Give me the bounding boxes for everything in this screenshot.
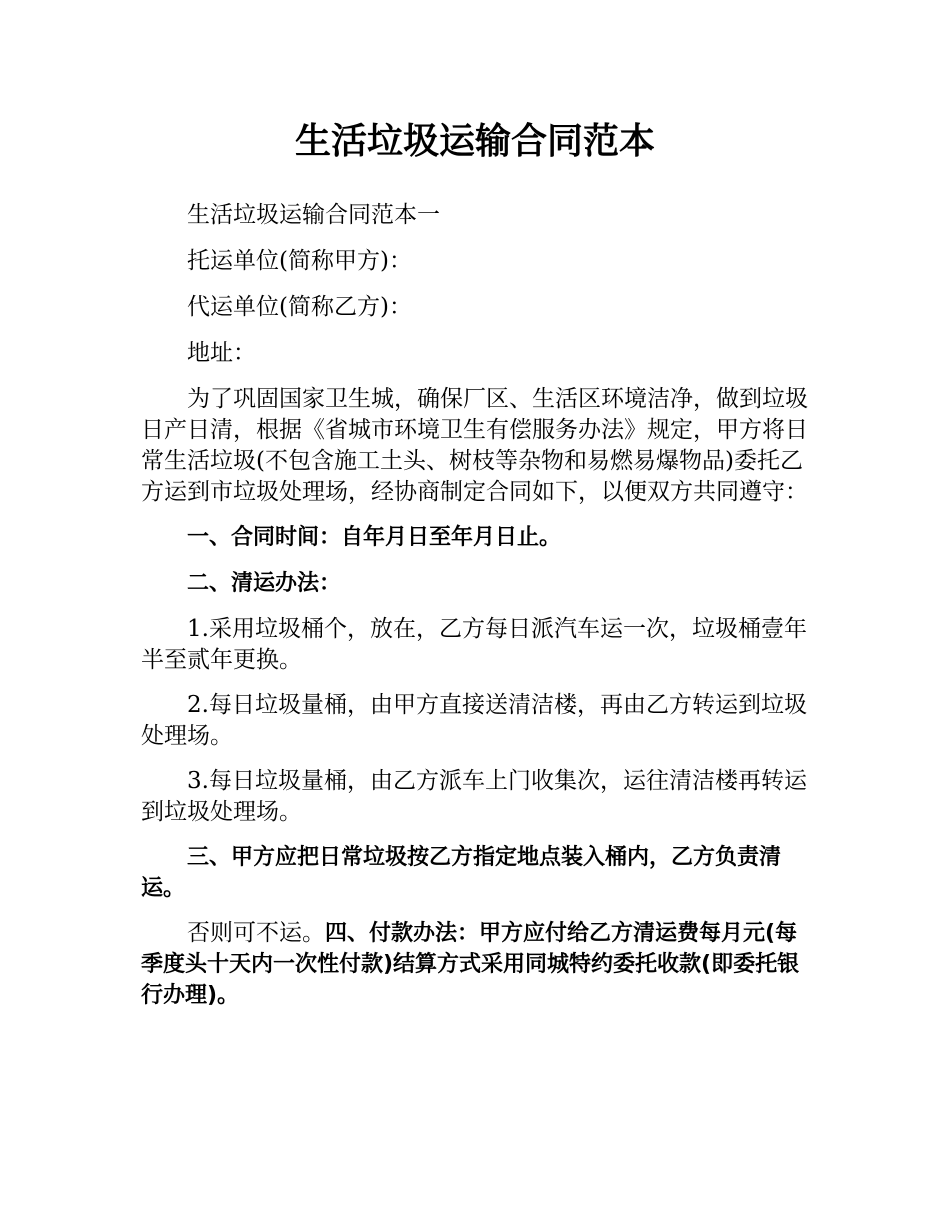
preamble-paragraph: 为了巩固国家卫生城，确保厂区、生活区环境洁净，做到垃圾日产日清，根据《省城市环境卫生有偿服务办法》规定，甲方将日常生活垃圾(不包含施工土头、树枝等杂物和易燃易爆物品)委托乙方运到市垃圾处理场，经协商制定合同如下，以便双方共同遵守： — [141, 386, 808, 505]
document-title: 生活垃圾运输合同范本 — [294, 121, 655, 162]
clause-3: 三、甲方应把日常垃圾按乙方指定地点装入桶内，乙方负责清运。 — [141, 845, 782, 901]
clause-2-item-2: 2.每日垃圾量桶，由甲方直接送清洁楼，再由乙方转运到垃圾处理场。 — [141, 692, 807, 749]
clause-4-payment: 四、付款办法：甲方应付给乙方清运费每月元(每季度头十天内一次性付款)结算方式采用同城特约委托收款(即委托银行办理)。 — [141, 921, 800, 1008]
clause-2-item-1: 1.采用垃圾桶个，放在，乙方每日派汽车运一次，垃圾桶壹年半至贰年更换。 — [141, 616, 807, 673]
contract-subtitle: 生活垃圾运输合同范本一 — [187, 202, 440, 228]
document-body — [141, 200, 813, 1025]
consignor-field: 托运单位(简称甲方)： — [187, 248, 412, 274]
carrier-field: 代运单位(简称乙方)： — [187, 294, 412, 320]
clause-2-item-3: 3.每日垃圾量桶，由乙方派车上门收集次，运往清洁楼再转运到垃圾处理场。 — [141, 768, 807, 825]
clause-4-paragraph — [141, 918, 813, 1011]
address-field: 地址： — [187, 340, 256, 366]
clause-2-heading: 二、清运办法： — [187, 571, 342, 596]
clause-3-continuation: 否则可不运。 — [187, 920, 325, 946]
clause-1-contract-period: 一、合同时间：自年月日至年月日止。 — [187, 525, 562, 550]
